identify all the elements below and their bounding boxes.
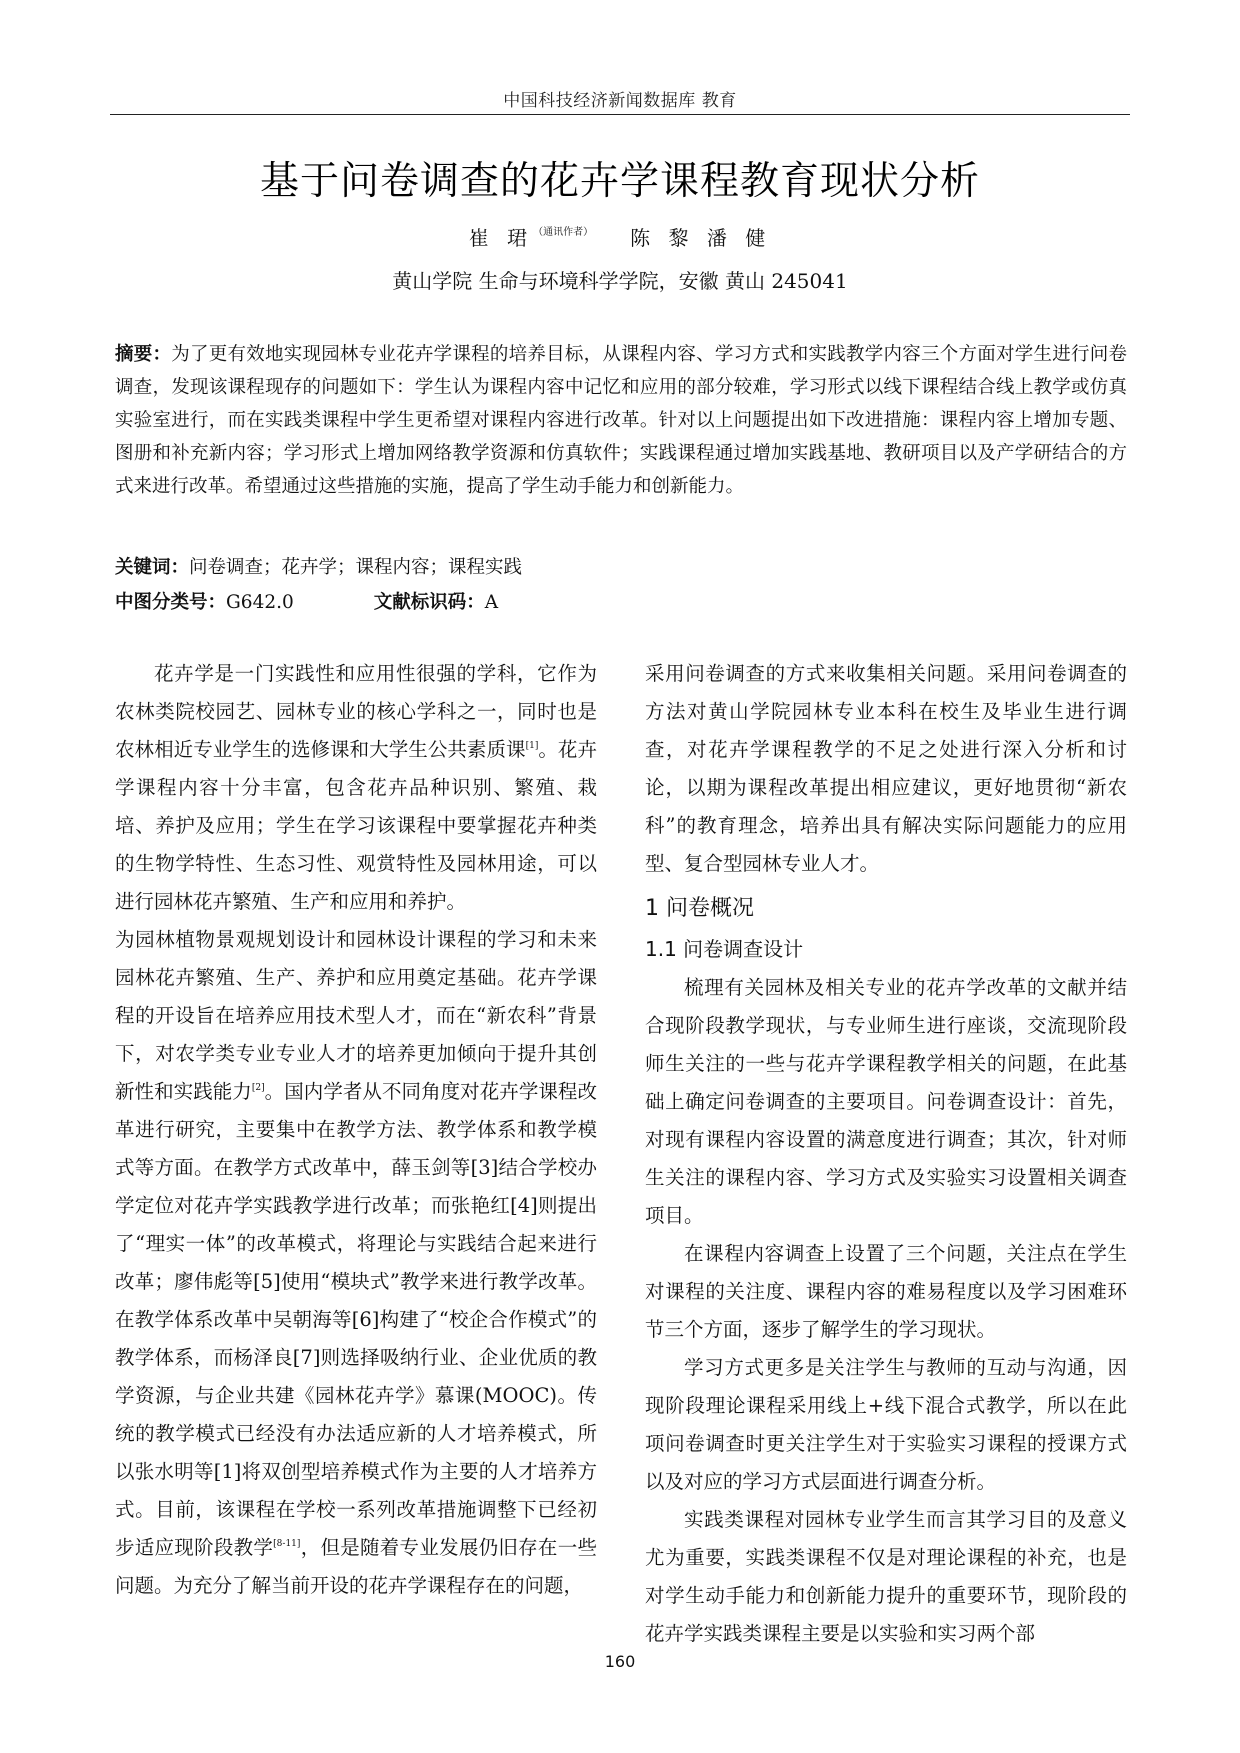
keywords-label: 关键词：	[115, 557, 190, 578]
authors	[110, 222, 1130, 251]
clc-value: G642.0	[226, 592, 294, 613]
section-heading: 1 问卷概况	[645, 896, 754, 921]
citation: [1]	[525, 741, 539, 751]
affiliation: 黄山学院 生命与环境科学学院，安徽 黄山 245041	[392, 269, 848, 293]
subsection-heading: 1.1 问卷调查设计	[645, 937, 804, 961]
author-others: 陈 黎 潘 健	[630, 226, 772, 250]
paragraph: 学习方式更多是关注学生与教师的互动与沟通，因现阶段理论课程采用线上+线下混合式教学，所以在此项问卷调查时更关注学生对于实验实习课程的授课方式以及对应的学习方式层面进行调查分析。	[645, 1356, 1127, 1493]
keywords-text: 问卷调查；花卉学；课程内容；课程实践	[189, 557, 523, 578]
page-number: 160	[604, 1652, 636, 1671]
paragraph: 梳理有关园林及相关专业的花卉学改革的文献并结合现阶段教学现状，与专业师生进行座谈，交流现阶段师生关注的一些与花卉学课程教学相关的问题，在此基础上确定问卷调查的主要项目。问卷调查设计：首先，对现有课程内容设置的满意度进行调查；其次，针对师生关注的课程内容、学习方式及实验实习设置相关调查项目。	[645, 976, 1127, 1227]
doc-code-value: A	[484, 592, 499, 613]
paragraph: 为园林植物景观规划设计和园林设计课程的学习和未来园林花卉繁殖、生产、养护和应用奠定基础。花卉学课程的开设旨在培养应用技术型人才，而在“新农科”背景下，对农学类专业专业人才的培养更加倾向于提升其创新性和实践能力[2]。国内学者从不同角度对花卉学课程改革进行研究，主要集中在教学方法、教学体系和教学模式等方面。在教学方式改革中，薛玉剑等[3]结合学校办学定位对花卉学实践教学进行改革；而张艳红[4]则提出了“理实一体”的改革模式，将理论与实践结合起来进行改革；廖伟彪等[5]使用“模块式”教学来进行教学改革。在教学体系改革中吴朝海等[6]构建了“校企合作模式”的教学体系，而杨泽良[7]则选择吸纳行业、企业优质的教学资源，与企业共建《园林花卉学》慕课(MOOC)。传统的教学模式已经没有办法适应新的人才培养模式，所以张水明等[1]将双创型培养模式作为主要的人才培养方式。目前，该课程在学校一系列改革措施调整下已经初步适应现阶段教学[8-11]，但是随着专业发展仍旧存在一些问题。为充分了解当前开设的花卉学课程存在的问题，	[115, 928, 597, 1597]
paragraph: 采用问卷调查的方式来收集相关问题。采用问卷调查的方法对黄山学院园林专业本科在校生及毕业生进行调查，对花卉学课程教学的不足之处进行深入分析和讨论，以期为课程改革提出相应建议，更好地贯彻“新农科”的教育理念，培养出具有解决实际问题能力的应用型、复合型园林专业人才。	[645, 662, 1127, 875]
paragraph: 实践类课程对园林专业学生而言其学习目的及意义尤为重要，实践类课程不仅是对理论课程的补充，也是对学生动手能力和创新能力提升的重要环节，现阶段的花卉学实践类课程主要是以实验和实习两个部	[645, 1508, 1127, 1645]
abstract-label: 摘要：	[115, 344, 172, 365]
clc-label: 中图分类号：	[115, 592, 227, 613]
header-rule	[110, 114, 1130, 115]
abstract	[115, 338, 1127, 503]
keywords	[115, 553, 1127, 583]
classification	[115, 588, 1127, 618]
citation: [8-11]	[273, 1539, 301, 1549]
corresponding-author-note: （通讯作者）	[533, 227, 594, 238]
body-column-left	[115, 655, 597, 1605]
doc-code-label: 文献标识码：	[373, 592, 485, 613]
running-header: 中国科技经济新闻数据库 教育	[503, 91, 737, 111]
paper-title: 基于问卷调查的花卉学课程教育现状分析	[259, 159, 980, 204]
body-column-right	[645, 655, 1127, 1653]
abstract-text: 为了更有效地实现园林专业花卉学课程的培养目标，从课程内容、学习方式和实践教学内容三个方面对学生进行问卷调查，发现该课程现存的问题如下：学生认为课程内容中记忆和应用的部分较难，学习形式以线下课程结合线上教学或仿真实验室进行，而在实践类课程中学生更希望对课程内容进行改革。针对以上问题提出如下改进措施：课程内容上增加专题、图册和补充新内容；学习形式上增加网络教学资源和仿真软件；实践课程通过增加实践基地、教研项目以及产学研结合的方式来进行改革。希望通过这些措施的实施，提高了学生动手能力和创新能力。	[115, 344, 1127, 497]
author-first: 崔 珺	[468, 226, 534, 250]
paragraph: 花卉学是一门实践性和应用性很强的学科，它作为农林类院校园艺、园林专业的核心学科之一，同时也是农林相近专业学生的选修课和大学生公共素质课[1]。花卉学课程内容十分丰富，包含花卉品种识别、繁殖、栽培、养护及应用；学生在学习该课程中要掌握花卉种类的生物学特性、生态习性、观赏特性及园林用途，可以进行园林花卉繁殖、生产和应用和养护。	[115, 662, 597, 913]
citation: [2]	[251, 1083, 265, 1093]
paragraph: 在课程内容调查上设置了三个问题，关注点在学生对课程的关注度、课程内容的难易程度以及学习困难环节三个方面，逐步了解学生的学习现状。	[645, 1242, 1127, 1341]
